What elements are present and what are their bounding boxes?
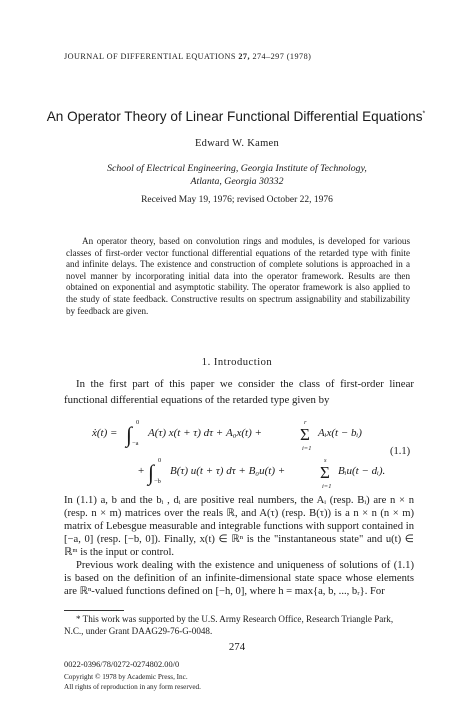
copyright-notice <box>64 673 201 692</box>
body-paragraph-2: Previous work dealing with the existence and uniqueness of solutions of (1.1) is based on the definition of an infinite-dimensional state space whose elements are ℝⁿ-valued functions defined on [−h, 0], where h = max{a, b, ..., bᵣ}. For <box>64 560 414 597</box>
equation-number: (1.1) <box>390 446 411 457</box>
abstract: An operator theory, based on convolution rings and modules, is developed for various classes of first-order vector functional differential equations of the retarded type with finite and infinite delays. The existence and construction of complete solutions is approached in a novel manner by incorporating initial data into the operator framework. Results are then obtained on exponential and asymptotic stability. The operator framework is also applied to the study of state feedback. Constructive results on spectrum assignability and stabilizability by feedback are given. <box>66 236 410 316</box>
eq-line2: + <box>138 465 145 477</box>
svg-text:−b: −b <box>154 478 161 485</box>
svg-text:B(τ) u(t + τ) dτ + B₀u(t) +: B(τ) u(t + τ) dτ + B₀u(t) + <box>170 465 286 477</box>
svg-text:Σ: Σ <box>300 425 310 444</box>
svg-text:s: s <box>324 457 327 464</box>
footnote-rule <box>64 610 124 611</box>
svg-text:0: 0 <box>136 419 140 426</box>
svg-text:A(τ) x(t + τ) dτ + A₀x(t) +: A(τ) x(t + τ) dτ + A₀x(t) + <box>148 427 262 439</box>
copyright-line-2: All rights of reproduction in any form reserved. <box>64 682 201 691</box>
svg-text:Aᵢx(t − bᵢ): Aᵢx(t − bᵢ) <box>318 427 362 439</box>
publisher-code: 0022-0396/78/0272-0274802.00/0 <box>64 660 180 669</box>
journal-volume: 27, <box>238 52 250 61</box>
integral-sign: ∫ <box>126 422 133 447</box>
svg-text:∫: ∫ <box>148 460 155 485</box>
journal-name: JOURNAL OF DIFFERENTIAL EQUATIONS <box>64 52 236 61</box>
affiliation-line-2: Atlanta, Georgia 30332 <box>190 176 284 187</box>
svg-text:i=1: i=1 <box>302 445 312 452</box>
journal-header <box>64 52 311 61</box>
paper-title <box>36 109 436 124</box>
svg-text:Bᵢu(t − dᵢ).: Bᵢu(t − dᵢ). <box>338 465 386 477</box>
svg-text:Σ: Σ <box>320 463 330 482</box>
affiliation <box>60 162 414 188</box>
eq-lhs: ẋ(t) = <box>92 427 118 439</box>
footnote: * This work was supported by the U.S. Army Research Office, Research Triangle Park, N.C., under Grant DAAG29-76-G-0048. <box>64 614 394 636</box>
author: Edward W. Kamen <box>194 138 280 149</box>
section-heading: 1. Introduction <box>201 357 273 368</box>
journal-pages: 274–297 (1978) <box>252 52 312 61</box>
body-text <box>64 494 414 598</box>
title-footnote-mark: * <box>422 110 426 118</box>
equation-1-1 <box>64 410 414 494</box>
svg-text:0: 0 <box>158 457 162 464</box>
svg-text:i=1: i=1 <box>322 483 332 490</box>
page-number: 274 <box>228 641 246 653</box>
received-dates: Received May 19, 1976; revised October 22, 1976 <box>141 195 333 205</box>
paper-title-text: An Operator Theory of Linear Functional Differential Equations <box>46 109 423 124</box>
svg-text:−a: −a <box>132 440 139 447</box>
copyright-line-1: Copyright © 1978 by Academic Press, Inc. <box>64 673 188 681</box>
affiliation-line-1: School of Electrical Engineering, Georgia Institute of Technology, <box>107 163 367 174</box>
intro-paragraph: In the first part of this paper we consider the class of first-order linear functional differential equations of the retarded type given by <box>64 378 414 406</box>
svg-text:r: r <box>304 419 307 426</box>
body-paragraph-1: In (1.1) a, b and the bᵢ , dᵢ are positive real numbers, the Aᵢ (resp. Bᵢ) are n × n (resp. n × m) matrices over the reals ℝ, and A(τ) (resp. B(τ)) is a n × n (n × m) matrix of Lebesgue measurable and integrable functions with support contained in [−a, 0] (resp. [−b, 0]). Finally, x(t) ∈ ℝⁿ is the "instantaneous state" and u(t) ∈ ℝᵐ is the input or control. <box>64 495 414 558</box>
